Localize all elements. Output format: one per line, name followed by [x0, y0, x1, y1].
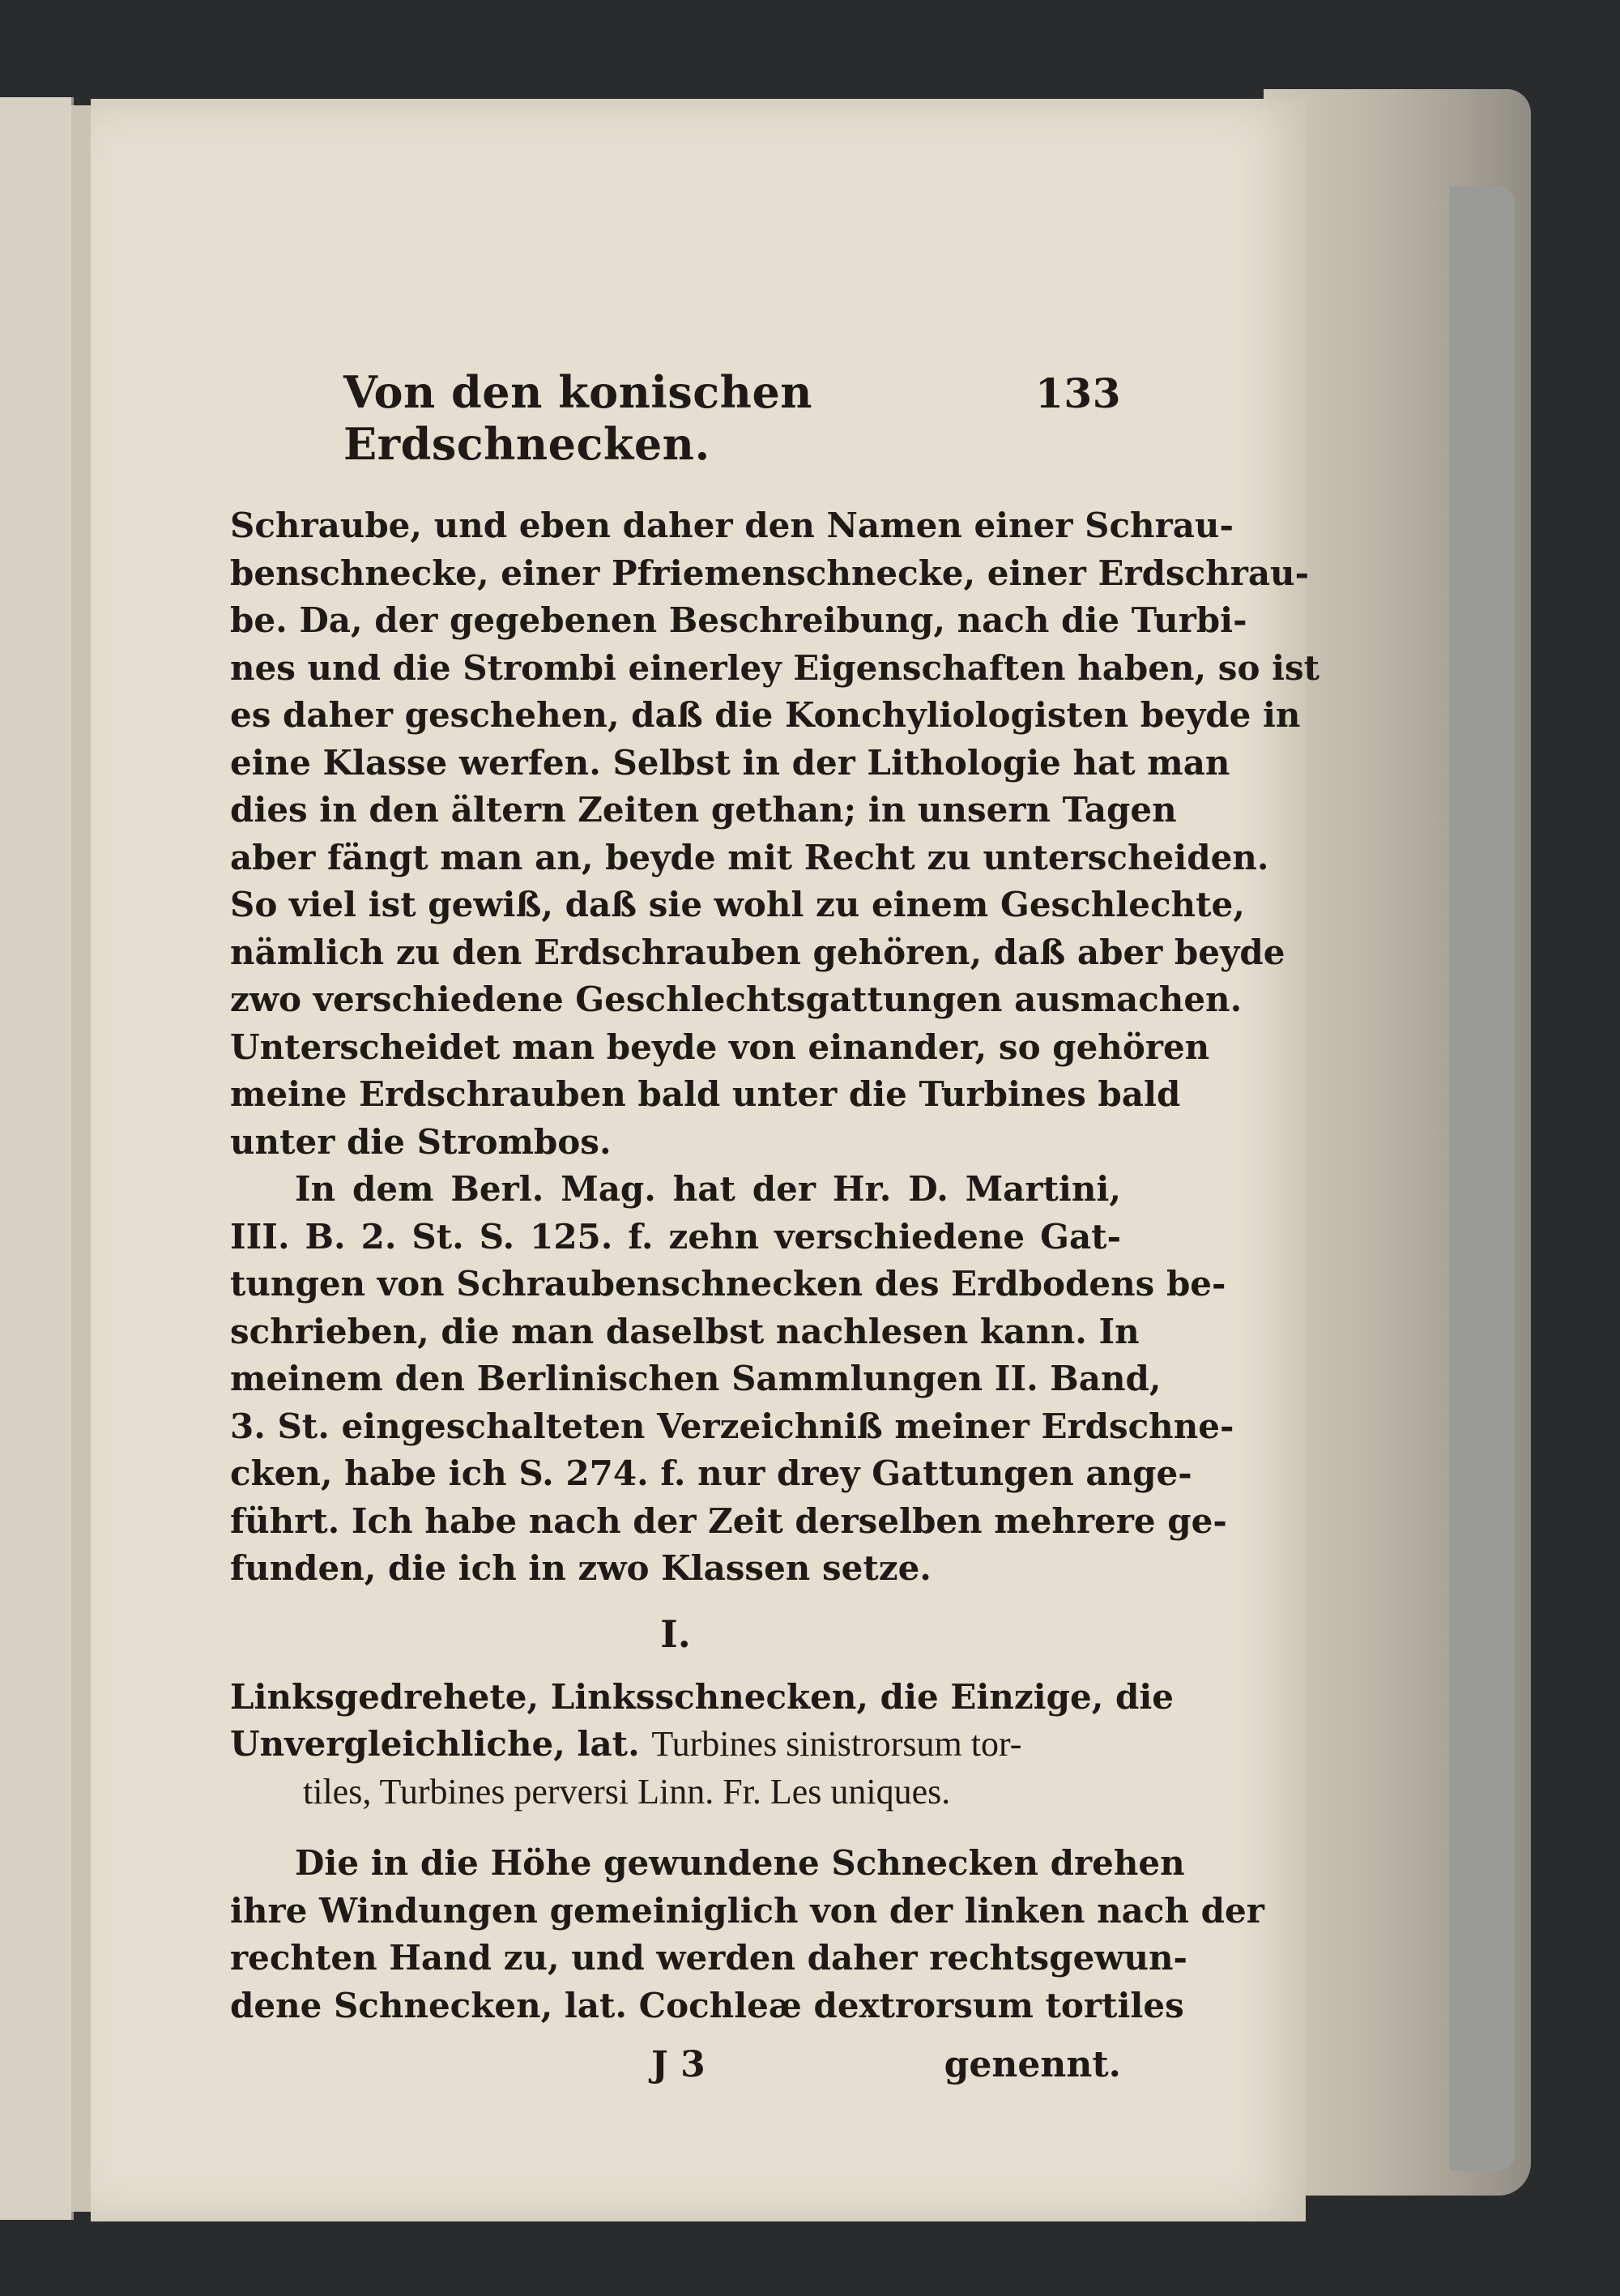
- text-line: III. B. 2. St. S. 125. f. zehn verschiedene Gat-: [230, 1216, 1121, 1257]
- heading-german: Unvergleichliche, lat.: [230, 1724, 640, 1764]
- running-head: [230, 366, 1121, 470]
- text-line: nes und die Strombi einerley Eigenschaften haben, so ist: [230, 647, 1320, 688]
- text-line: zwo verschiedene Geschlechtsgattungen ausmachen.: [230, 979, 1243, 1019]
- text-line: tungen von Schraubenschnecken des Erdbodens be-: [230, 1264, 1226, 1304]
- catchword: genennt.: [944, 2044, 1121, 2085]
- text-line: eine Klasse werfen. Selbst in der Lithologie hat man: [230, 742, 1230, 783]
- book-cover-edge: [1450, 186, 1515, 2171]
- page-content: [230, 366, 1320, 2085]
- heading-line: [230, 1721, 1121, 1769]
- text-line: dies in den ältern Zeiten gethan; in unsern Tagen: [230, 790, 1177, 830]
- page-number: 133: [1035, 369, 1121, 417]
- text-line: rechten Hand zu, und werden daher rechtsgewun-: [230, 1938, 1187, 1978]
- text-line: ihre Windungen gemeiniglich von der linken nach der: [230, 1890, 1264, 1931]
- text-line: benschnecke, einer Pfriemenschnecke, einer Erdschrau-: [230, 553, 1310, 593]
- book-page: [91, 99, 1320, 2221]
- text-line: In dem Berl. Mag. hat der Hr. D. Martini,: [295, 1169, 1121, 1209]
- text-line: 3. St. eingeschalteten Verzeichniß meiner Erdschne-: [230, 1406, 1234, 1446]
- text-line: aber fängt man an, beyde mit Recht zu unterscheiden.: [230, 837, 1269, 877]
- text-line: schrieben, die man daselbst nachlesen kann. In: [230, 1311, 1140, 1351]
- section-number: I.: [660, 1611, 691, 1656]
- paragraph-1: [230, 502, 1320, 1166]
- heading-line: tiles, Turbines perversi Linn. Fr. Les uniques.: [303, 1771, 951, 1812]
- text-line: cken, habe ich S. 274. f. nur drey Gattungen ange-: [230, 1453, 1192, 1493]
- text-line: dene Schnecken, lat. Cochleæ dextrorsum tortiles: [230, 1985, 1184, 2025]
- heading-latin: Turbines sinistrorsum tor-: [651, 1724, 1022, 1764]
- text-line: führt. Ich habe nach der Zeit derselben mehrere ge-: [230, 1500, 1227, 1541]
- page-footer: [230, 2044, 1121, 2085]
- left-page-edge: [0, 97, 74, 2220]
- text-line: Die in die Höhe gewundene Schnecken drehen: [295, 1843, 1185, 1883]
- text-line: be. Da, der gegebenen Beschreibung, nach die Turbi-: [230, 600, 1247, 640]
- text-line: Schraube, und eben daher den Namen einer Schrau-: [230, 506, 1234, 545]
- text-line: meinem den Berlinischen Sammlungen II. Band,: [230, 1359, 1162, 1398]
- text-line: es daher geschehen, daß die Konchyliologisten beyde in: [230, 695, 1301, 735]
- heading-line: Linksgedrehete, Linksschnecken, die Einzige, die: [230, 1676, 1174, 1717]
- running-title: Von den konischen Erdschnecken.: [343, 366, 813, 470]
- text-line: Unterscheidet man beyde von einander, so gehören: [230, 1026, 1210, 1067]
- paragraph-2: [230, 1166, 1234, 1593]
- text-line: nämlich zu den Erdschrauben gehören, daß aber beyde: [230, 932, 1285, 972]
- text-line: funden, die ich in zwo Klassen setze.: [230, 1548, 932, 1588]
- text-line: unter die Strombos.: [230, 1121, 612, 1162]
- paragraph-3: [230, 1840, 1264, 2029]
- signature-mark: J 3: [651, 2044, 706, 2085]
- text-line: So viel ist gewiß, daß sie wohl zu einem Geschlechte,: [230, 885, 1245, 924]
- section-heading: [230, 1674, 1174, 1816]
- text-line: meine Erdschrauben bald unter die Turbines bald: [230, 1074, 1181, 1114]
